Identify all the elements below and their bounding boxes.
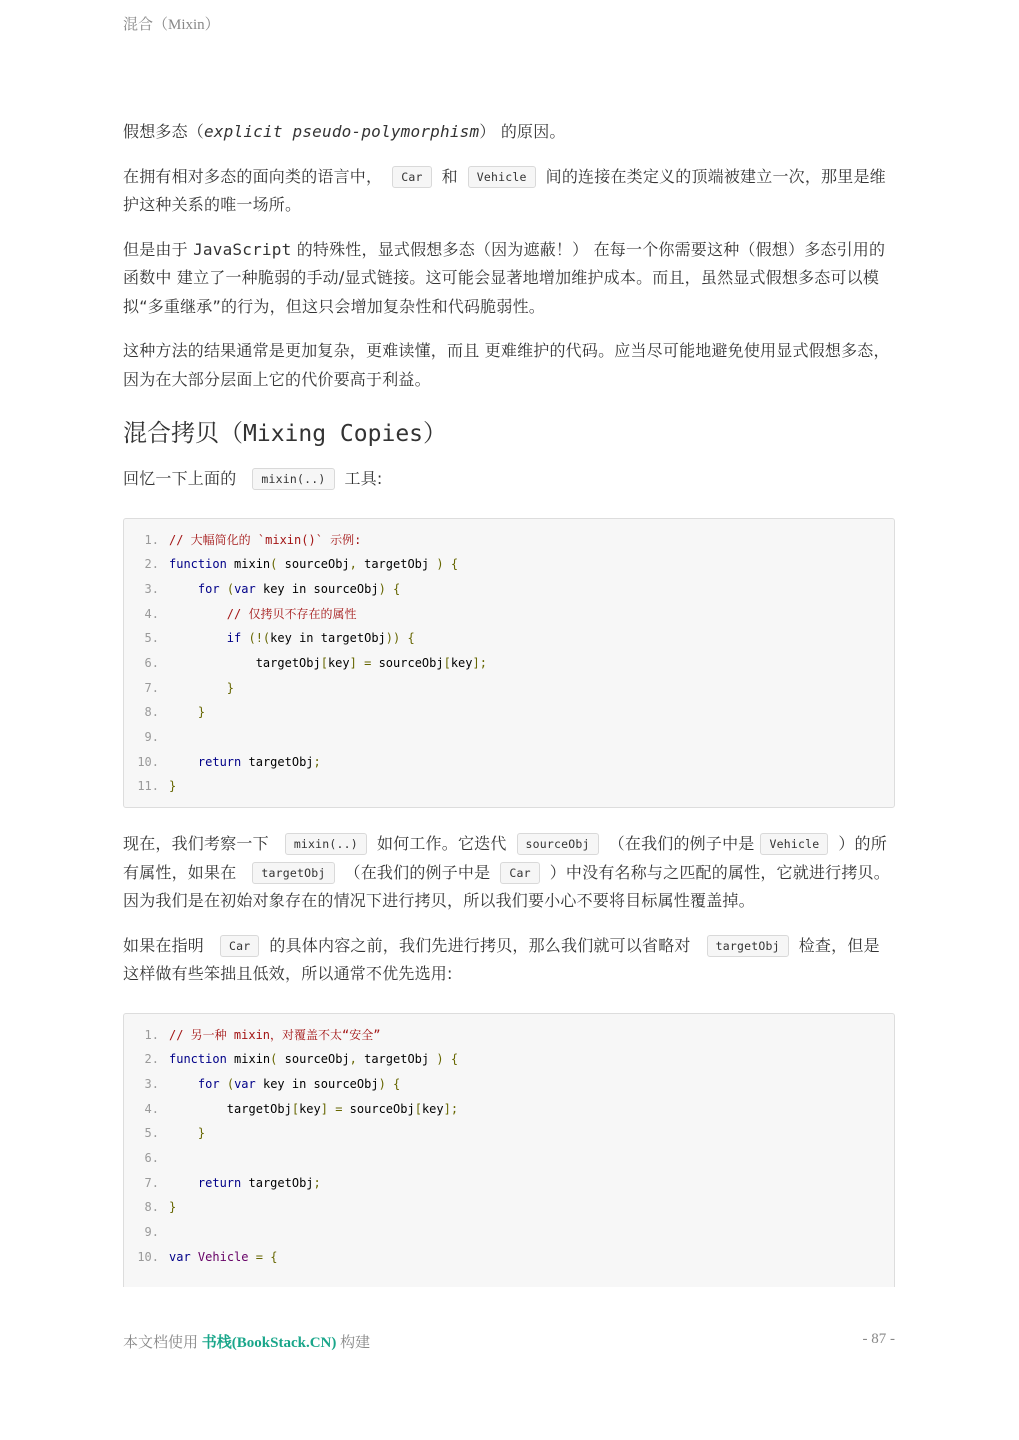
code-token: ) bbox=[436, 1052, 444, 1067]
code-token: = bbox=[364, 655, 372, 670]
code-token: ; bbox=[313, 1175, 321, 1190]
code-line bbox=[124, 651, 894, 676]
code-line bbox=[124, 552, 894, 577]
code-token: ] bbox=[320, 1101, 328, 1116]
line-number: 11. bbox=[137, 779, 159, 794]
term-javascript: JavaScript bbox=[193, 239, 292, 259]
inline-code-vehicle: Vehicle bbox=[760, 833, 828, 855]
code-token: key bbox=[299, 1101, 321, 1116]
code-token: for bbox=[197, 1076, 220, 1091]
inline-code-car: Car bbox=[220, 935, 259, 957]
text: 如果在指明 bbox=[123, 935, 205, 955]
code-block-mixin bbox=[123, 518, 895, 809]
code-line bbox=[124, 725, 894, 750]
line-number: 10. bbox=[137, 1249, 159, 1264]
code-token: return bbox=[197, 1175, 242, 1190]
code-token: { bbox=[393, 581, 401, 596]
code-token: key in sourceObj bbox=[255, 1076, 379, 1091]
code-token: } bbox=[197, 1126, 206, 1141]
line-number: 2. bbox=[144, 1052, 159, 1067]
paragraph-pseudo-polymorphism bbox=[123, 118, 895, 147]
inline-code-sourceobj: sourceObj bbox=[517, 833, 599, 855]
code-token: [ bbox=[291, 1101, 300, 1116]
paragraph-class-languages bbox=[123, 163, 895, 220]
code-token: ( bbox=[226, 581, 235, 596]
code-token bbox=[169, 631, 227, 645]
code-token bbox=[220, 582, 227, 596]
code-line bbox=[124, 1146, 894, 1171]
section-heading-mixing-copies bbox=[123, 416, 895, 451]
code-token bbox=[249, 1250, 256, 1264]
text: 间的连接在类定义的顶端被建立一次，那里是维护这种关系的唯一场所。 bbox=[123, 166, 886, 214]
code-token: if bbox=[226, 631, 242, 646]
code-token: for bbox=[197, 581, 220, 596]
code-token: targetObj bbox=[241, 754, 314, 769]
text: 如何工作。它迭代 bbox=[376, 834, 507, 854]
code-token bbox=[169, 607, 227, 621]
text: 但是由于 bbox=[123, 239, 194, 259]
code-token: function bbox=[169, 557, 227, 572]
code-token bbox=[220, 1077, 227, 1091]
code-token: targetObj bbox=[241, 1175, 314, 1190]
text: 的具体内容之前，我们先进行拷贝，那么我们就可以省略对 bbox=[269, 935, 691, 955]
code-token: var bbox=[234, 1076, 256, 1091]
text: ） 的原因。 bbox=[479, 122, 566, 141]
code-token: key in sourceObj bbox=[255, 581, 379, 596]
code-token: , bbox=[349, 1052, 357, 1067]
code-token: targetObj bbox=[169, 655, 321, 670]
line-number: 6. bbox=[144, 1151, 159, 1165]
page-footer bbox=[123, 1331, 895, 1352]
term-explicit-pseudo-polymorphism: explicit pseudo-polymorphism bbox=[204, 122, 480, 141]
line-number: 3. bbox=[144, 581, 159, 596]
code-token: function bbox=[169, 1052, 227, 1067]
code-token: } bbox=[226, 680, 235, 695]
running-header: 混合（Mixin） bbox=[123, 17, 220, 33]
paragraph-javascript-specialty bbox=[123, 236, 895, 322]
code-token bbox=[444, 557, 451, 571]
code-token: { bbox=[407, 631, 415, 646]
line-number: 4. bbox=[144, 1101, 159, 1116]
code-token: Vehicle bbox=[197, 1249, 249, 1264]
line-number: 4. bbox=[144, 606, 159, 621]
code-line bbox=[124, 676, 894, 701]
code-token bbox=[444, 1052, 451, 1066]
code-token: } bbox=[169, 779, 177, 794]
code-token bbox=[386, 1077, 393, 1091]
code-token: ; bbox=[313, 754, 321, 769]
code-token: { bbox=[450, 557, 459, 572]
code-token: return bbox=[197, 754, 242, 769]
term-mixing-copies: Mixing Copies bbox=[243, 421, 424, 447]
code-token: sourceObj bbox=[371, 655, 444, 670]
code-token: { bbox=[393, 1076, 401, 1091]
line-number: 8. bbox=[144, 1200, 159, 1215]
code-token: mixin bbox=[226, 1052, 271, 1067]
code-token bbox=[169, 1077, 198, 1091]
code-token: { bbox=[270, 1249, 278, 1264]
code-token: var bbox=[234, 581, 256, 596]
code-token: ]; bbox=[443, 1101, 459, 1116]
line-number: 8. bbox=[144, 705, 159, 720]
code-line bbox=[124, 1121, 894, 1146]
code-token: targetObj bbox=[169, 1101, 292, 1116]
line-number: 7. bbox=[144, 1175, 159, 1190]
code-line bbox=[124, 1072, 894, 1097]
code-token: } bbox=[169, 1200, 177, 1215]
line-number: 3. bbox=[144, 1076, 159, 1091]
code-block-mixin-unsafe bbox=[123, 1013, 895, 1287]
paragraph-copy-order bbox=[123, 932, 895, 989]
line-number: 5. bbox=[144, 1126, 159, 1141]
code-token: = bbox=[335, 1101, 343, 1116]
code-token bbox=[191, 1250, 198, 1264]
code-token: key bbox=[421, 1101, 444, 1116]
line-number: 7. bbox=[144, 680, 159, 695]
code-token: (!( bbox=[248, 631, 271, 646]
code-token: ]; bbox=[472, 655, 487, 670]
footer-suffix: 构建 bbox=[340, 1335, 371, 1351]
inline-code-mixin: mixin(..) bbox=[252, 468, 334, 490]
code-token: key bbox=[327, 655, 350, 670]
code-token bbox=[169, 705, 198, 719]
line-number: 10. bbox=[137, 754, 159, 769]
code-token bbox=[169, 681, 227, 695]
line-number: 1. bbox=[144, 1027, 159, 1042]
code-line bbox=[124, 1245, 894, 1270]
code-token bbox=[386, 582, 393, 596]
text: （在我们的例子中是 bbox=[608, 834, 755, 854]
code-line bbox=[124, 1195, 894, 1220]
line-number: 2. bbox=[144, 557, 159, 572]
code-token: mixin bbox=[226, 557, 271, 572]
code-token: key bbox=[450, 655, 473, 670]
code-line bbox=[124, 1047, 894, 1072]
code-token: [ bbox=[320, 655, 328, 670]
text: ） bbox=[423, 419, 448, 447]
paragraph-recall-mixin bbox=[123, 465, 895, 494]
inline-code-mixin: mixin(..) bbox=[285, 833, 367, 855]
code-token: ( bbox=[226, 1076, 235, 1091]
line-number: 5. bbox=[144, 631, 159, 646]
code-line bbox=[124, 1171, 894, 1196]
code-line bbox=[124, 700, 894, 725]
code-token: ( bbox=[270, 557, 278, 572]
footer-prefix: 本文档使用 bbox=[123, 1335, 199, 1351]
footer-brand-link[interactable]: 书栈(BookStack.CN) bbox=[201, 1335, 337, 1351]
code-token bbox=[169, 1126, 198, 1140]
code-token: targetObj bbox=[356, 557, 437, 572]
text: ）的所有属性，如果在 bbox=[123, 834, 887, 882]
code-token: } bbox=[197, 705, 206, 720]
code-token: = bbox=[255, 1249, 263, 1264]
code-line bbox=[124, 1023, 894, 1048]
line-number: 9. bbox=[144, 1225, 159, 1240]
code-token: targetObj bbox=[356, 1052, 437, 1067]
code-token: ) bbox=[378, 581, 386, 596]
code-token bbox=[169, 582, 198, 596]
inline-code-vehicle: Vehicle bbox=[468, 166, 536, 188]
code-token: sourceObj bbox=[277, 1052, 350, 1067]
code-token bbox=[169, 755, 198, 769]
code-line bbox=[124, 774, 894, 799]
code-token: // 大幅简化的 `mixin()` 示例: bbox=[169, 532, 362, 547]
code-token: // 另一种 mixin，对覆盖不太“安全” bbox=[169, 1027, 381, 1042]
code-token: , bbox=[349, 557, 357, 572]
code-token: // 仅拷贝不存在的属性 bbox=[226, 606, 357, 621]
code-token: var bbox=[169, 1249, 191, 1264]
code-token: ] bbox=[349, 655, 357, 670]
line-number: 9. bbox=[144, 730, 159, 744]
page-content bbox=[123, 118, 895, 1287]
code-token: ) bbox=[436, 557, 444, 572]
text: 在拥有相对多态的面向类的语言中， bbox=[123, 166, 383, 186]
inline-code-targetobj: targetObj bbox=[252, 862, 334, 884]
page-number: - 87 - bbox=[862, 1331, 895, 1347]
code-token: ) bbox=[378, 1076, 386, 1091]
code-token: sourceObj bbox=[342, 1101, 415, 1116]
text: 和 bbox=[441, 166, 458, 186]
inline-code-targetobj: targetObj bbox=[707, 935, 789, 957]
text: ）中没有名称与之匹配的属性，它就进行拷贝。因为我们是在初始对象存在的情况下进行拷贝，所以我们要小心不要将目标属性覆盖掉。 bbox=[123, 862, 890, 911]
code-token bbox=[169, 1176, 198, 1190]
code-token: key in targetObj bbox=[270, 631, 386, 646]
code-token: [ bbox=[414, 1101, 422, 1116]
code-line bbox=[124, 626, 894, 651]
text: 假想多态（ bbox=[123, 122, 205, 141]
text: 检查，但是这样做有些笨拙且低效，所以通常不优先选用: bbox=[123, 935, 880, 984]
paragraph-mixin-explanation bbox=[123, 830, 895, 916]
text: （在我们的例子中是 bbox=[344, 862, 491, 882]
text: 的特殊性，显式假想多态（因为遮蔽！） 在每一个你需要这种（假想）多态引用的函数中 建立了一种脆弱的手动/显式链接。这可能会显著地增加维护成本。而且，虽然显式假想多态可以模拟“多重继承”的行为，但这只会增加复杂性和代码脆弱性。 bbox=[123, 239, 886, 316]
line-number: 1. bbox=[144, 532, 159, 547]
code-line bbox=[124, 1220, 894, 1245]
text: 混合拷贝（ bbox=[123, 419, 243, 447]
code-line bbox=[124, 1097, 894, 1122]
code-token: )) bbox=[385, 631, 401, 646]
code-line bbox=[124, 528, 894, 553]
code-line bbox=[124, 750, 894, 775]
code-token: ( bbox=[270, 1052, 278, 1067]
code-line bbox=[124, 602, 894, 627]
inline-code-car: Car bbox=[500, 862, 539, 884]
code-token: { bbox=[450, 1052, 459, 1067]
paragraph-conclusion: 这种方法的结果通常是更加复杂，更难读懂，而且 更难维护的代码。应当尽可能地避免使用显式假想多态，因为在大部分层面上它的代价要高于利益。 bbox=[123, 341, 890, 389]
inline-code-car: Car bbox=[392, 166, 431, 188]
code-line bbox=[124, 577, 894, 602]
code-token: sourceObj bbox=[277, 557, 350, 572]
line-number: 6. bbox=[144, 655, 159, 670]
text: 现在，我们考察一下 bbox=[123, 834, 269, 854]
code-token: [ bbox=[443, 655, 451, 670]
text: 回忆一下上面的 bbox=[123, 469, 237, 488]
text: 工具: bbox=[344, 469, 383, 488]
